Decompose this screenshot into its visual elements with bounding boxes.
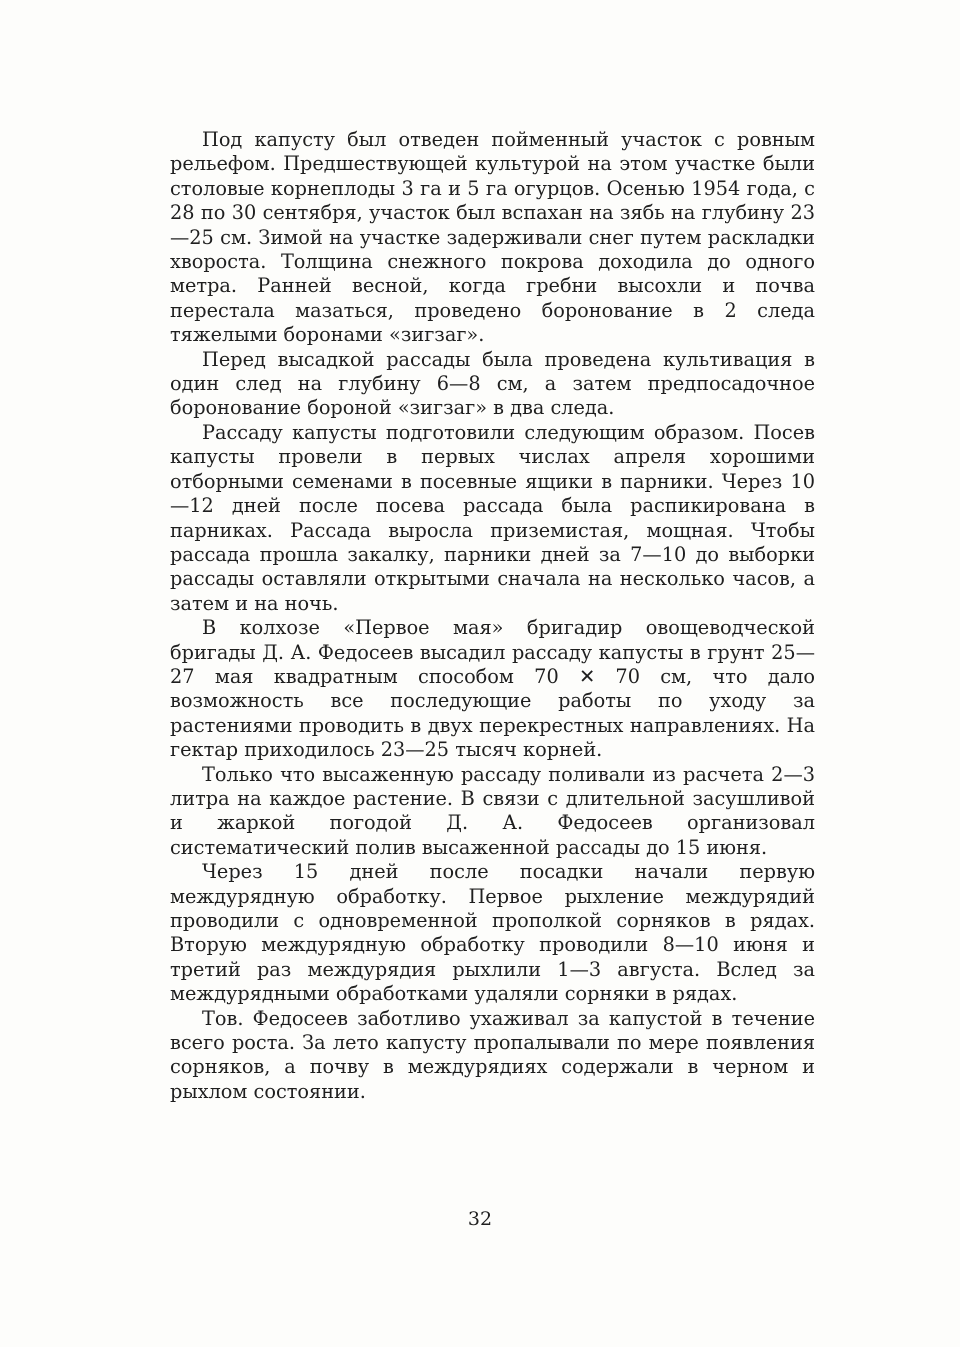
paragraph-4: В колхозе «Первое мая» бригадир овощеводческой бригады Д. А. Федосеев высадил рассаду капусты в грунт 25—27 мая квадратным способом 70 ✕ 70 см, что дало возможность все последующие работы по уходу за растениями проводить в двух перекрестных направлениях. На гектар приходилось 23—25 тысяч корней.	[170, 616, 815, 762]
body-text	[170, 128, 815, 1104]
page-number: 32	[467, 1208, 493, 1230]
paragraph-5: Только что высаженную рассаду поливали из расчета 2—3 литра на каждое растение. В связи с длительной засушливой и жаркой погодой Д. А. Федосеев организовал систематический полив высаженной рассады до 15 июня.	[170, 762, 815, 859]
paragraph-1: Под капусту был отведен пойменный участок с ровным рельефом. Предшествующей культурой на этом участке были столовые корнеплоды 3 га и 5 га огурцов. Осенью 1954 года, с 28 по 30 сентября, участок был вспахан на зябь на глубину 23—25 см. Зимой на участке задерживали снег путем раскладки хвороста. Толщина снежного покрова доходила до одного метра. Ранней весной, когда гребни высохли и почва перестала мазаться, проведено боронование в 2 следа тяжелыми боронами «зигзаг».	[170, 128, 815, 347]
paragraph-6: Через 15 дней после посадки начали первую междурядную обработку. Первое рыхление междурядий проводили с одновременной прополкой сорняков в рядах. Вторую междурядную обработку проводили 8—10 июня и третий раз междурядия рыхлили 1—3 августа. Вслед за междурядными обработками удаляли сорняки в рядах.	[170, 860, 815, 1006]
paragraph-7: Тов. Федосеев заботливо ухаживал за капустой в течение всего роста. За лето капусту пропалывали по мере появления сорняков, а почву в междурядиях содержали в черном и рыхлом состоянии.	[170, 1006, 815, 1103]
paragraph-2: Перед высадкой рассады была проведена культивация в один след на глубину 6—8 см, а затем предпосадочное боронование бороной «зигзаг» в два следа.	[170, 347, 815, 420]
paragraph-3: Рассаду капусты подготовили следующим образом. Посев капусты провели в первых числах апреля хорошими отборными семенами в посевные ящики в парники. Через 10—12 дней после посева рассада была распикирована в парниках. Рассада выросла приземистая, мощная. Чтобы рассада прошла закалку, парники дней за 7—10 до выборки рассады оставляли открытыми сначала на несколько часов, а затем и на ночь.	[170, 420, 815, 615]
